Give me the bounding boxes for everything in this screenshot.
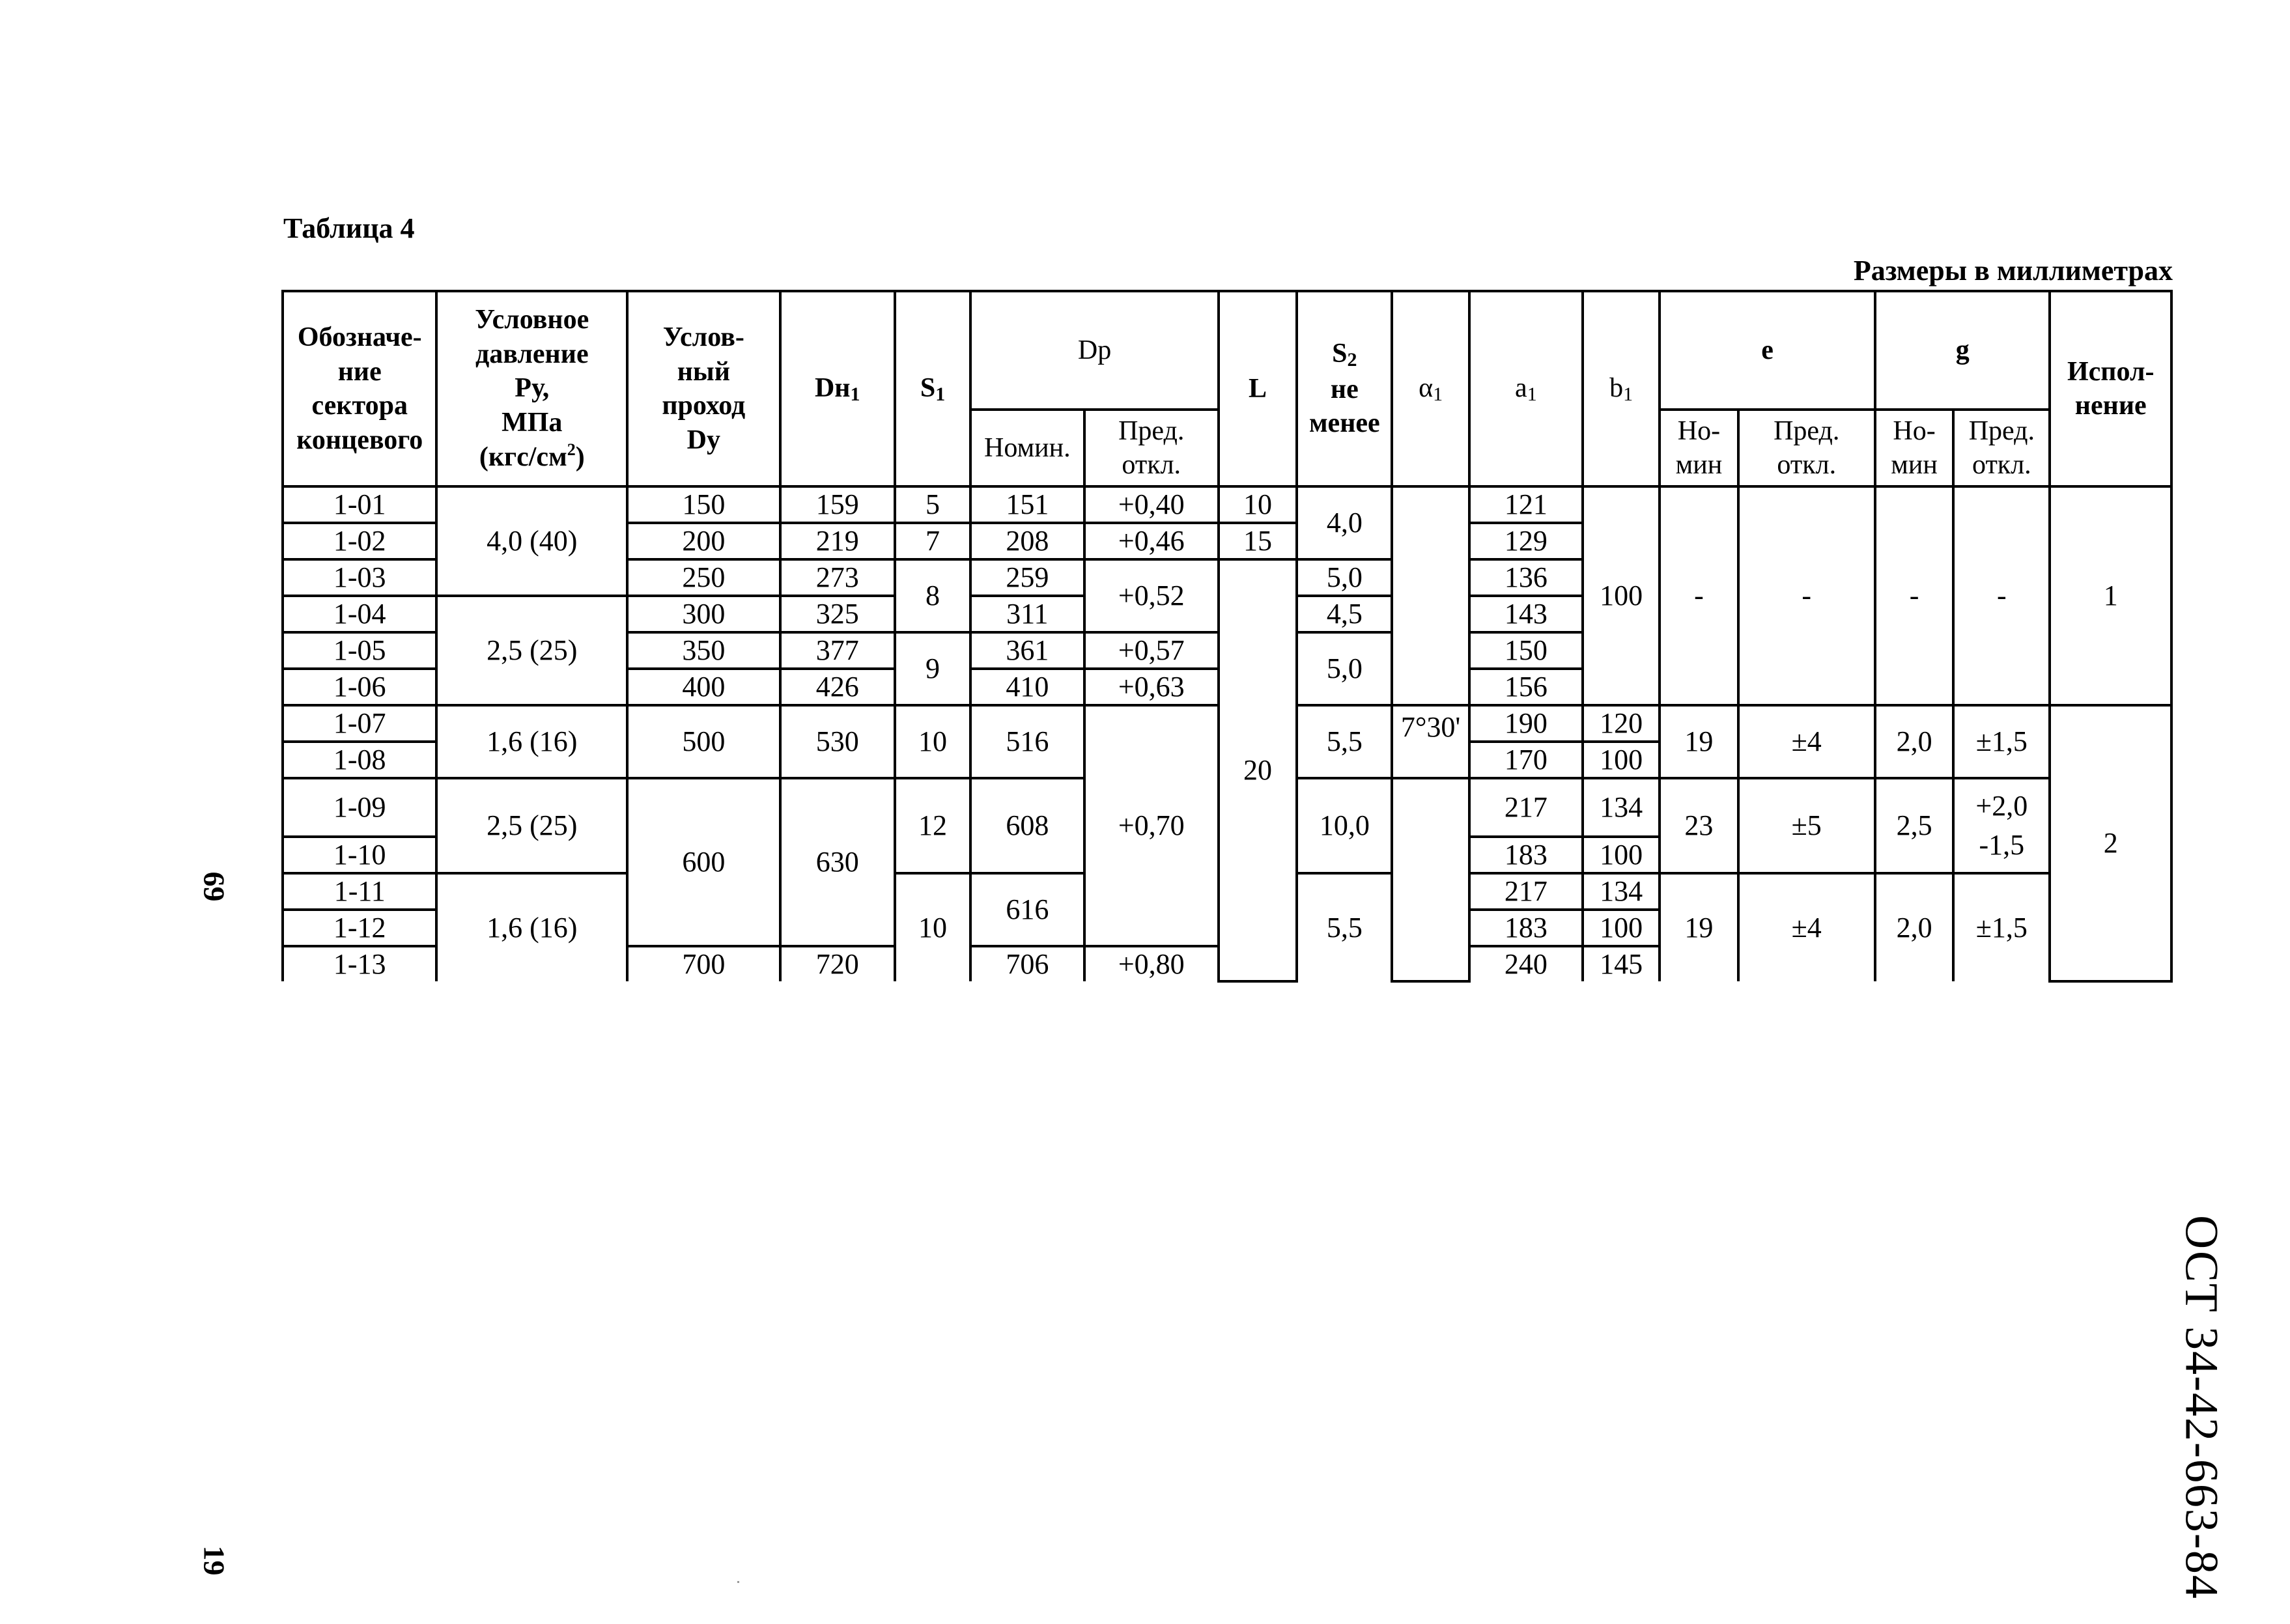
cell-pressure: 4,0 (40) <box>436 486 627 596</box>
cell-dn1: 630 <box>780 778 895 946</box>
cell-pressure: 2,5 (25) <box>436 778 627 873</box>
cell-e-nominal: - <box>1660 486 1738 705</box>
cell-dn1: 219 <box>780 523 895 559</box>
cell-a1: 240 <box>1469 946 1583 981</box>
cell-dn1: 325 <box>780 596 895 632</box>
cell-dy: 300 <box>627 596 780 632</box>
page-number-upper: 69 <box>197 871 231 902</box>
cell-a1: 121 <box>1469 486 1583 523</box>
cell-s1: 10 <box>895 873 970 981</box>
table-header <box>283 291 2171 486</box>
document-id: ОСТ 34-42-663-84 <box>2175 1215 2228 1600</box>
cell-e-deviation: ±5 <box>1738 778 1875 873</box>
scan-speck <box>737 1581 739 1583</box>
cell-g-deviation: +2,0 -1,5 <box>1953 778 2050 873</box>
cell-a1: 217 <box>1469 873 1583 910</box>
table-body <box>283 486 2171 981</box>
cell-dp-deviation: +0,63 <box>1084 669 1219 705</box>
cell-dp-deviation: +0,70 <box>1084 705 1219 946</box>
cell-dn1: 720 <box>780 946 895 981</box>
header-g-deviation: Пред. откл. <box>1953 410 2050 486</box>
cell-dy: 350 <box>627 632 780 669</box>
cell-dp-deviation: +0,40 <box>1084 486 1219 523</box>
cell-e-nominal: 23 <box>1660 778 1738 873</box>
cell-dy: 200 <box>627 523 780 559</box>
cell-l: 10 <box>1219 486 1297 523</box>
cell-g-nominal: 2,0 <box>1875 873 1953 981</box>
cell-dy: 250 <box>627 559 780 596</box>
cell-dn1: 159 <box>780 486 895 523</box>
cell-s2: 5,5 <box>1297 873 1392 981</box>
cell-dp-deviation: +0,52 <box>1084 559 1219 632</box>
cell-b1: 100 <box>1583 742 1660 778</box>
cell-g-deviation: ±1,5 <box>1953 705 2050 778</box>
cell-a1: 156 <box>1469 669 1583 705</box>
units-note: Размеры в миллиметрах <box>1853 255 2173 287</box>
cell-a1: 217 <box>1469 778 1583 837</box>
cell-s1: 12 <box>895 778 970 873</box>
cell-dp: 608 <box>970 778 1084 873</box>
cell-dy: 700 <box>627 946 780 981</box>
header-a1: $a_1$ <box>1469 291 1583 486</box>
header-dp-nominal: Номин. <box>970 410 1084 486</box>
cell-dy: 600 <box>627 778 780 946</box>
cell-e-nominal: 19 <box>1660 705 1738 778</box>
header-s2: $S_2$ не менее <box>1297 291 1392 486</box>
cell-b1: 134 <box>1583 778 1660 837</box>
cell-b1: 100 <box>1583 486 1660 705</box>
header-l: L <box>1219 291 1297 486</box>
cell-s1: 10 <box>895 705 970 778</box>
header-pressure: Условное давление Ру, МПа $(кгс/см^2)$ <box>436 291 627 486</box>
cell-g-nominal: 2,0 <box>1875 705 1953 778</box>
header-g-nominal: Но- мин <box>1875 410 1953 486</box>
cell-dp: 516 <box>970 705 1084 778</box>
cell-dn1: 530 <box>780 705 895 778</box>
header-version: Испол- нение <box>2050 291 2171 486</box>
cell-g-nominal: - <box>1875 486 1953 705</box>
cell-version: 2 <box>2050 705 2171 981</box>
cell-s1: 9 <box>895 632 970 705</box>
cell-b1: 120 <box>1583 705 1660 742</box>
cell-dp: 259 <box>970 559 1084 596</box>
cell-s2: 10,0 <box>1297 778 1392 873</box>
header-dp: Dp <box>970 291 1219 410</box>
cell-g-deviation: ±1,5 <box>1953 873 2050 981</box>
header-designation: Обозначе- ние сектора концевого <box>283 291 436 486</box>
cell-a1: 129 <box>1469 523 1583 559</box>
cell-dp: 616 <box>970 873 1084 946</box>
header-g: g <box>1875 291 2050 410</box>
cell-dp: 706 <box>970 946 1084 981</box>
cell-alpha1 <box>1392 778 1469 981</box>
header-b1: $b_1$ <box>1583 291 1660 486</box>
cell-designation: 1-07 <box>283 705 436 742</box>
cell-a1: 136 <box>1469 559 1583 596</box>
cell-s2: 5,0 <box>1297 632 1392 705</box>
cell-dn1: 273 <box>780 559 895 596</box>
cell-e-deviation: ±4 <box>1738 705 1875 778</box>
cell-a1: 183 <box>1469 837 1583 873</box>
cell-designation: 1-08 <box>283 742 436 778</box>
page-number-lower: 19 <box>197 1545 231 1576</box>
cell-dp-deviation: +0,57 <box>1084 632 1219 669</box>
cell-dp: 311 <box>970 596 1084 632</box>
header-nominal-bore: Услов- ный проход Dy <box>627 291 780 486</box>
header-e-deviation: Пред. откл. <box>1738 410 1875 486</box>
cell-designation: 1-09 <box>283 778 436 837</box>
cell-designation: 1-04 <box>283 596 436 632</box>
cell-designation: 1-10 <box>283 837 436 873</box>
cell-s1: 5 <box>895 486 970 523</box>
header-dp-deviation: Пред. откл. <box>1084 410 1219 486</box>
cell-designation: 1-13 <box>283 946 436 981</box>
table-row <box>283 486 2171 523</box>
header-alpha1: $\alpha_1$ <box>1392 291 1469 486</box>
cell-designation: 1-11 <box>283 873 436 910</box>
cell-s1: 8 <box>895 559 970 632</box>
cell-dp-deviation: +0,80 <box>1084 946 1219 981</box>
cell-designation: 1-01 <box>283 486 436 523</box>
cell-a1: 150 <box>1469 632 1583 669</box>
cell-dn1: 426 <box>780 669 895 705</box>
cell-dp: 151 <box>970 486 1084 523</box>
cell-designation: 1-12 <box>283 910 436 946</box>
cell-dp: 410 <box>970 669 1084 705</box>
cell-e-deviation: - <box>1738 486 1875 705</box>
cell-b1: 134 <box>1583 873 1660 910</box>
dimensions-table-wrapper <box>281 290 2173 1013</box>
cell-s2: 5,0 <box>1297 559 1392 596</box>
dimensions-table <box>281 290 2173 983</box>
cell-g-nominal: 2,5 <box>1875 778 1953 873</box>
cell-a1: 143 <box>1469 596 1583 632</box>
cell-s1: 7 <box>895 523 970 559</box>
cell-s2: 5,5 <box>1297 705 1392 778</box>
cell-e-deviation: ±4 <box>1738 873 1875 981</box>
cell-a1: 190 <box>1469 705 1583 742</box>
cell-designation: 1-03 <box>283 559 436 596</box>
cell-pressure: 1,6 (16) <box>436 873 627 981</box>
cell-alpha1: 7°30' <box>1392 705 1469 778</box>
cell-dp-deviation: +0,46 <box>1084 523 1219 559</box>
cell-s2: 4,5 <box>1297 596 1392 632</box>
cell-a1: 183 <box>1469 910 1583 946</box>
header-s1: $S_1$ <box>895 291 970 486</box>
cell-dn1: 377 <box>780 632 895 669</box>
table-caption: Таблица 4 <box>283 212 415 244</box>
cell-alpha1 <box>1392 486 1469 705</box>
cell-dy: 500 <box>627 705 780 778</box>
cell-e-nominal: 19 <box>1660 873 1738 981</box>
cell-g-deviation: - <box>1953 486 2050 705</box>
cell-dy: 150 <box>627 486 780 523</box>
cell-designation: 1-05 <box>283 632 436 669</box>
cell-dp: 361 <box>970 632 1084 669</box>
cell-version: 1 <box>2050 486 2171 705</box>
cell-b1: 100 <box>1583 910 1660 946</box>
header-e: e <box>1660 291 1875 410</box>
cell-b1: 145 <box>1583 946 1660 981</box>
cell-s2: 4,0 <box>1297 486 1392 559</box>
cell-dy: 400 <box>627 669 780 705</box>
cell-b1: 100 <box>1583 837 1660 873</box>
cell-a1: 170 <box>1469 742 1583 778</box>
cell-designation: 1-06 <box>283 669 436 705</box>
cell-pressure: 2,5 (25) <box>436 596 627 705</box>
header-dn1: $Dн_1$ <box>780 291 895 486</box>
cell-l: 15 <box>1219 523 1297 559</box>
header-e-nominal: Но- мин <box>1660 410 1738 486</box>
cell-pressure: 1,6 (16) <box>436 705 627 778</box>
cell-designation: 1-02 <box>283 523 436 559</box>
cell-dp: 208 <box>970 523 1084 559</box>
cell-l: 20 <box>1219 559 1297 981</box>
